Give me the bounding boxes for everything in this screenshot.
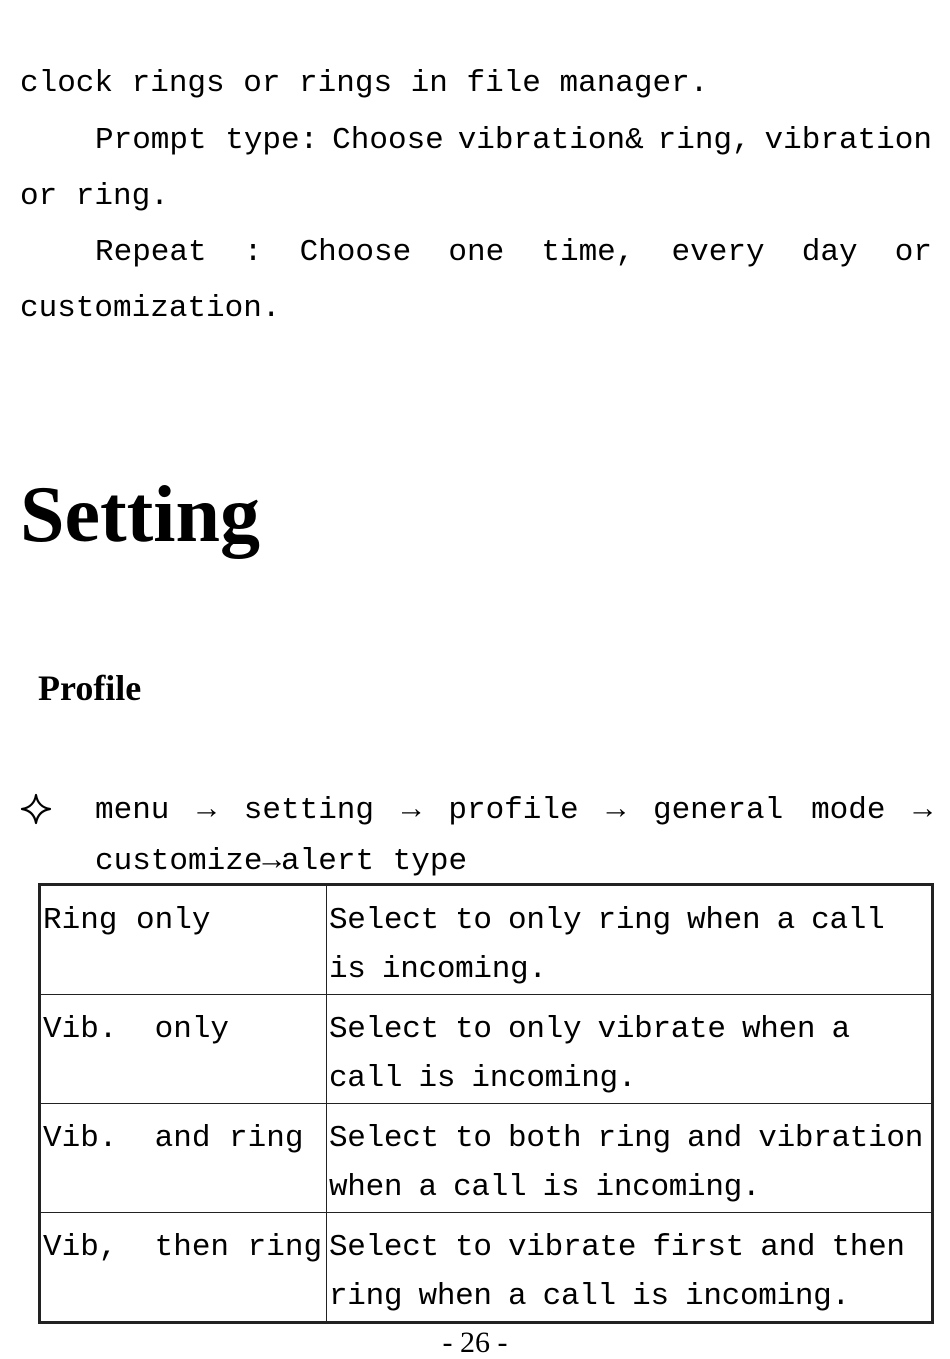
repeat-continuation: customization. xyxy=(20,291,281,326)
repeat-word: every xyxy=(671,235,765,270)
repeat-word: Choose xyxy=(299,235,412,270)
alert-description-cell: Select to both ring and vibration when a call is incoming. xyxy=(327,1104,933,1213)
alert-description-cell: Select to only vibrate when a call is incoming. xyxy=(327,995,933,1104)
table-row xyxy=(40,1104,933,1213)
prompt-type-word: vibration& xyxy=(457,123,644,158)
prompt-type-word: vibration xyxy=(764,123,932,158)
arrow-right-icon: → xyxy=(913,793,932,828)
intro-line: clock rings or rings in file manager. xyxy=(20,66,709,101)
arrow-right-icon: → xyxy=(401,793,421,828)
repeat-line xyxy=(95,237,932,268)
repeat-word: time, xyxy=(541,235,635,270)
menu-path-part: setting xyxy=(243,793,375,828)
repeat-word: one xyxy=(448,235,505,270)
alert-type-cell: Ring only xyxy=(40,885,327,995)
table-row xyxy=(40,885,933,995)
table-row xyxy=(40,995,933,1104)
alert-type-cell: Vib. only xyxy=(40,995,327,1104)
section-title: Setting xyxy=(20,471,260,559)
repeat-word: Repeat xyxy=(95,235,207,270)
menu-path-part: menu xyxy=(95,793,170,828)
alert-type-table xyxy=(38,883,934,1324)
menu-path-part: mode xyxy=(811,793,886,828)
arrow-right-icon: → xyxy=(606,793,626,828)
repeat-word: : xyxy=(243,235,263,270)
menu-path-line xyxy=(95,795,932,826)
alert-description-cell: Select to vibrate first and then ring when a call is incoming. xyxy=(327,1213,933,1323)
diamond-star-icon xyxy=(20,793,52,825)
menu-path-part: profile xyxy=(448,793,579,828)
repeat-word: or xyxy=(894,235,932,270)
prompt-type-word: Choose xyxy=(332,123,444,158)
prompt-type-line xyxy=(95,125,932,156)
subsection-title: Profile xyxy=(38,668,142,708)
menu-path-part: general xyxy=(652,793,784,828)
table-row xyxy=(40,1213,933,1323)
alert-type-cell: Vib, then ring xyxy=(40,1213,327,1323)
prompt-type-word: ring, xyxy=(657,123,751,158)
page-number: - 26 - xyxy=(442,1326,508,1359)
prompt-type-label: Prompt type: xyxy=(95,123,319,158)
menu-path-continuation: customize→alert type xyxy=(95,844,468,879)
arrow-right-icon: → xyxy=(197,793,216,828)
prompt-type-continuation: or ring. xyxy=(20,179,169,214)
alert-description-cell: Select to only ring when a call is incoming. xyxy=(327,885,933,995)
alert-type-cell: Vib. and ring xyxy=(40,1104,327,1213)
repeat-word: day xyxy=(801,235,858,270)
